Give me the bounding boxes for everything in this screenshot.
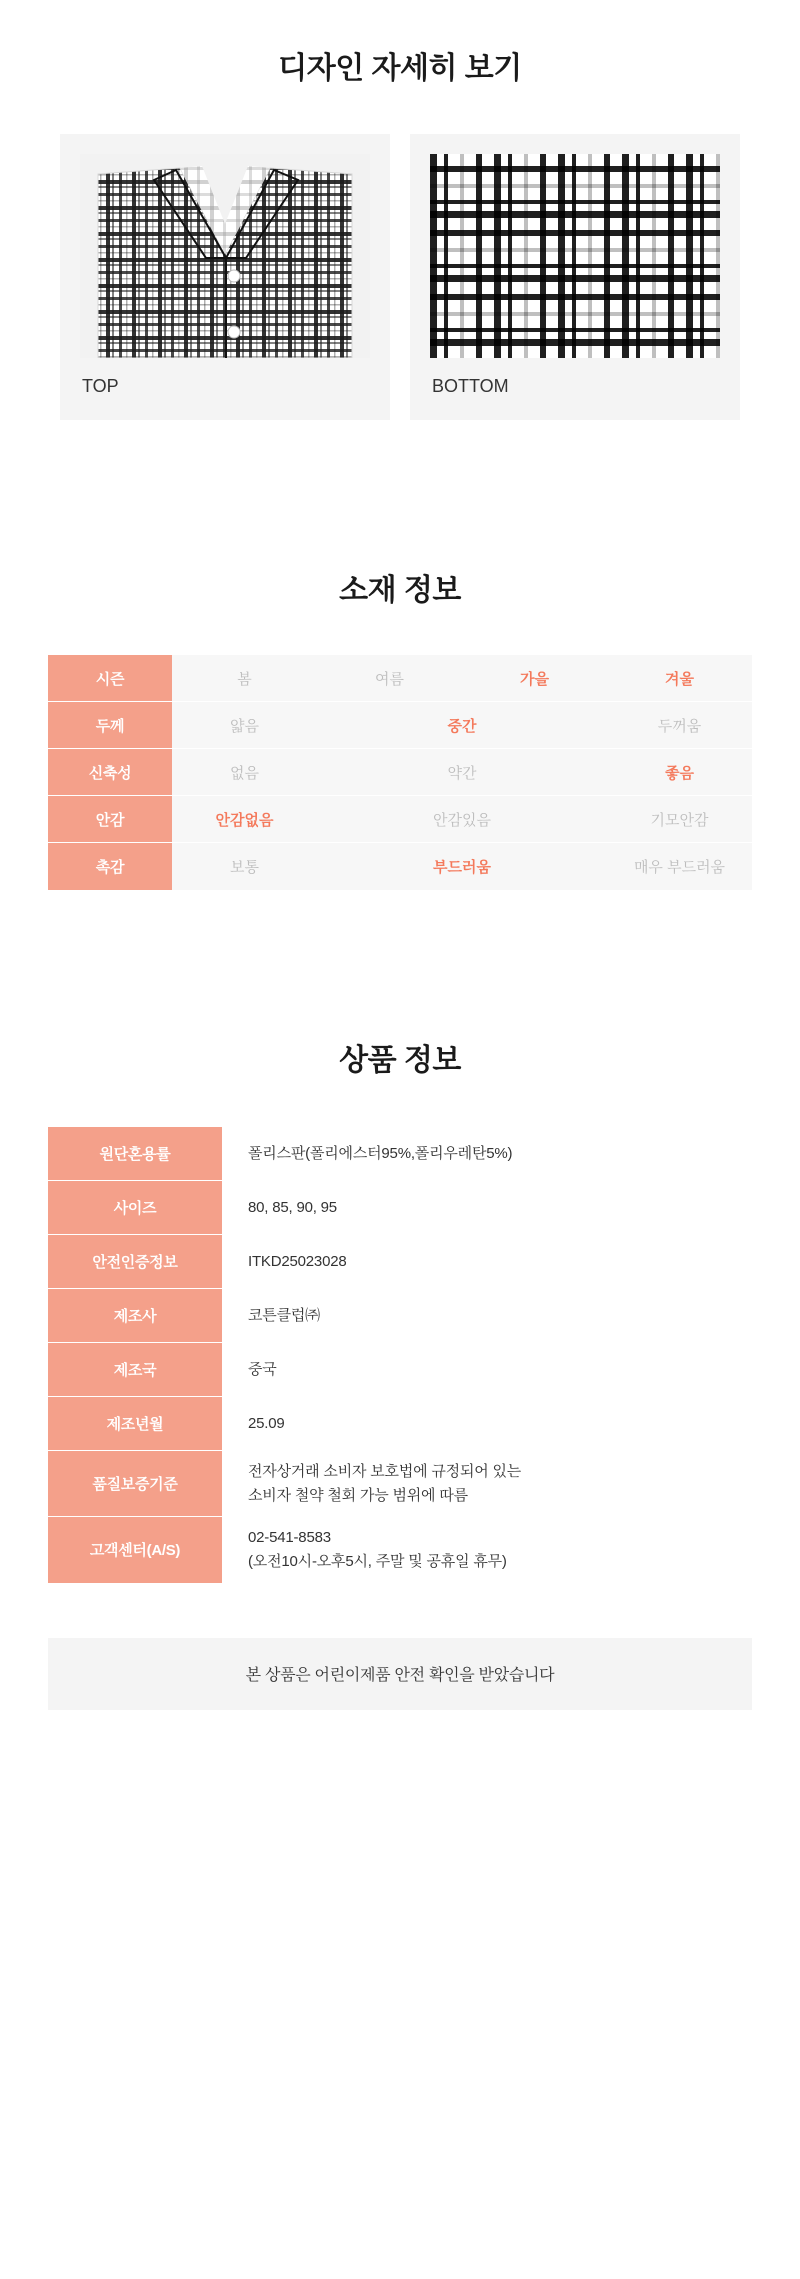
product-section-title: 상품 정보 (339, 1043, 461, 1077)
material-option-selected: 겨울 (607, 655, 752, 702)
table-row (48, 843, 752, 890)
design-section-title: 디자인 자세히 보기 (278, 51, 522, 85)
product-row-head: 원단혼용률 (48, 1127, 222, 1181)
material-option-selected: 좋음 (607, 749, 752, 796)
product-row-head: 사이즈 (48, 1181, 222, 1235)
design-card-bottom (410, 134, 740, 420)
table-row (48, 1235, 752, 1289)
material-option: 안감있음 (317, 796, 607, 843)
table-row (48, 1451, 752, 1517)
material-option: 약간 (317, 749, 607, 796)
product-row-head: 고객센터(A/S) (48, 1517, 222, 1583)
material-option-selected: 가을 (462, 655, 607, 702)
design-card-top (60, 134, 390, 420)
plaid-fabric-pattern (430, 154, 720, 358)
product-row-value: 80, 85, 90, 95 (248, 1199, 337, 1217)
material-info-table (48, 655, 752, 890)
material-option: 여름 (317, 655, 462, 702)
material-row-head: 신축성 (48, 749, 172, 796)
product-row-head: 품질보증기준 (48, 1451, 222, 1517)
material-option: 기모안감 (607, 796, 752, 843)
table-row (48, 702, 752, 749)
safety-notice-banner (48, 1638, 752, 1710)
bottom-spacer (0, 1710, 800, 1770)
product-row-value: 25.09 (248, 1415, 285, 1433)
material-option: 없음 (172, 749, 317, 796)
design-card-label-top: TOP (82, 375, 119, 396)
table-row (48, 796, 752, 843)
product-row-head: 안전인증정보 (48, 1235, 222, 1289)
table-row (48, 749, 752, 796)
material-section-title: 소재 정보 (339, 573, 461, 607)
product-info-table (48, 1127, 752, 1583)
material-option: 보통 (172, 843, 317, 890)
product-row-value: 코튼클럽㈜ (248, 1307, 320, 1325)
material-option-selected: 안감없음 (172, 796, 317, 843)
product-row-head: 제조사 (48, 1289, 222, 1343)
design-card-row (0, 134, 800, 420)
table-row (48, 1289, 752, 1343)
product-row-value: 중국 (248, 1361, 277, 1379)
material-option: 매우 부드러움 (607, 843, 752, 890)
material-row-head: 안감 (48, 796, 172, 843)
top-swatch-image (80, 154, 370, 358)
material-option-selected: 중간 (317, 702, 607, 749)
plaid-shirt-illustration (80, 154, 370, 358)
material-option: 두꺼움 (607, 702, 752, 749)
product-row-value: ITKD25023028 (248, 1253, 347, 1271)
design-card-label-bottom: BOTTOM (432, 375, 509, 396)
material-row-head: 촉감 (48, 843, 172, 890)
material-row-head: 시즌 (48, 655, 172, 702)
product-row-head: 제조년월 (48, 1397, 222, 1451)
bottom-swatch-image (430, 154, 720, 358)
table-row (48, 1181, 752, 1235)
material-option: 얇음 (172, 702, 317, 749)
material-row-head: 두께 (48, 702, 172, 749)
table-row (48, 1127, 752, 1181)
material-option-selected: 부드러움 (317, 843, 607, 890)
product-row-value: 02-541-8583 (오전10시-오후5시, 주말 및 공휴일 휴무) (248, 1529, 507, 1570)
product-detail-page (0, 25, 800, 1770)
table-row (48, 1517, 752, 1583)
material-option: 봄 (172, 655, 317, 702)
table-row (48, 1343, 752, 1397)
safety-notice-text: 본 상품은 어린이제품 안전 확인을 받았습니다 (245, 1667, 555, 1685)
product-row-value: 전자상거래 소비자 보호법에 규정되어 있는 소비자 철약 철회 가능 범위에 따름 (248, 1463, 522, 1504)
product-row-head: 제조국 (48, 1343, 222, 1397)
table-row (48, 655, 752, 702)
product-row-value: 폴리스판(폴리에스터95%,폴리우레탄5%) (248, 1145, 513, 1163)
table-row (48, 1397, 752, 1451)
